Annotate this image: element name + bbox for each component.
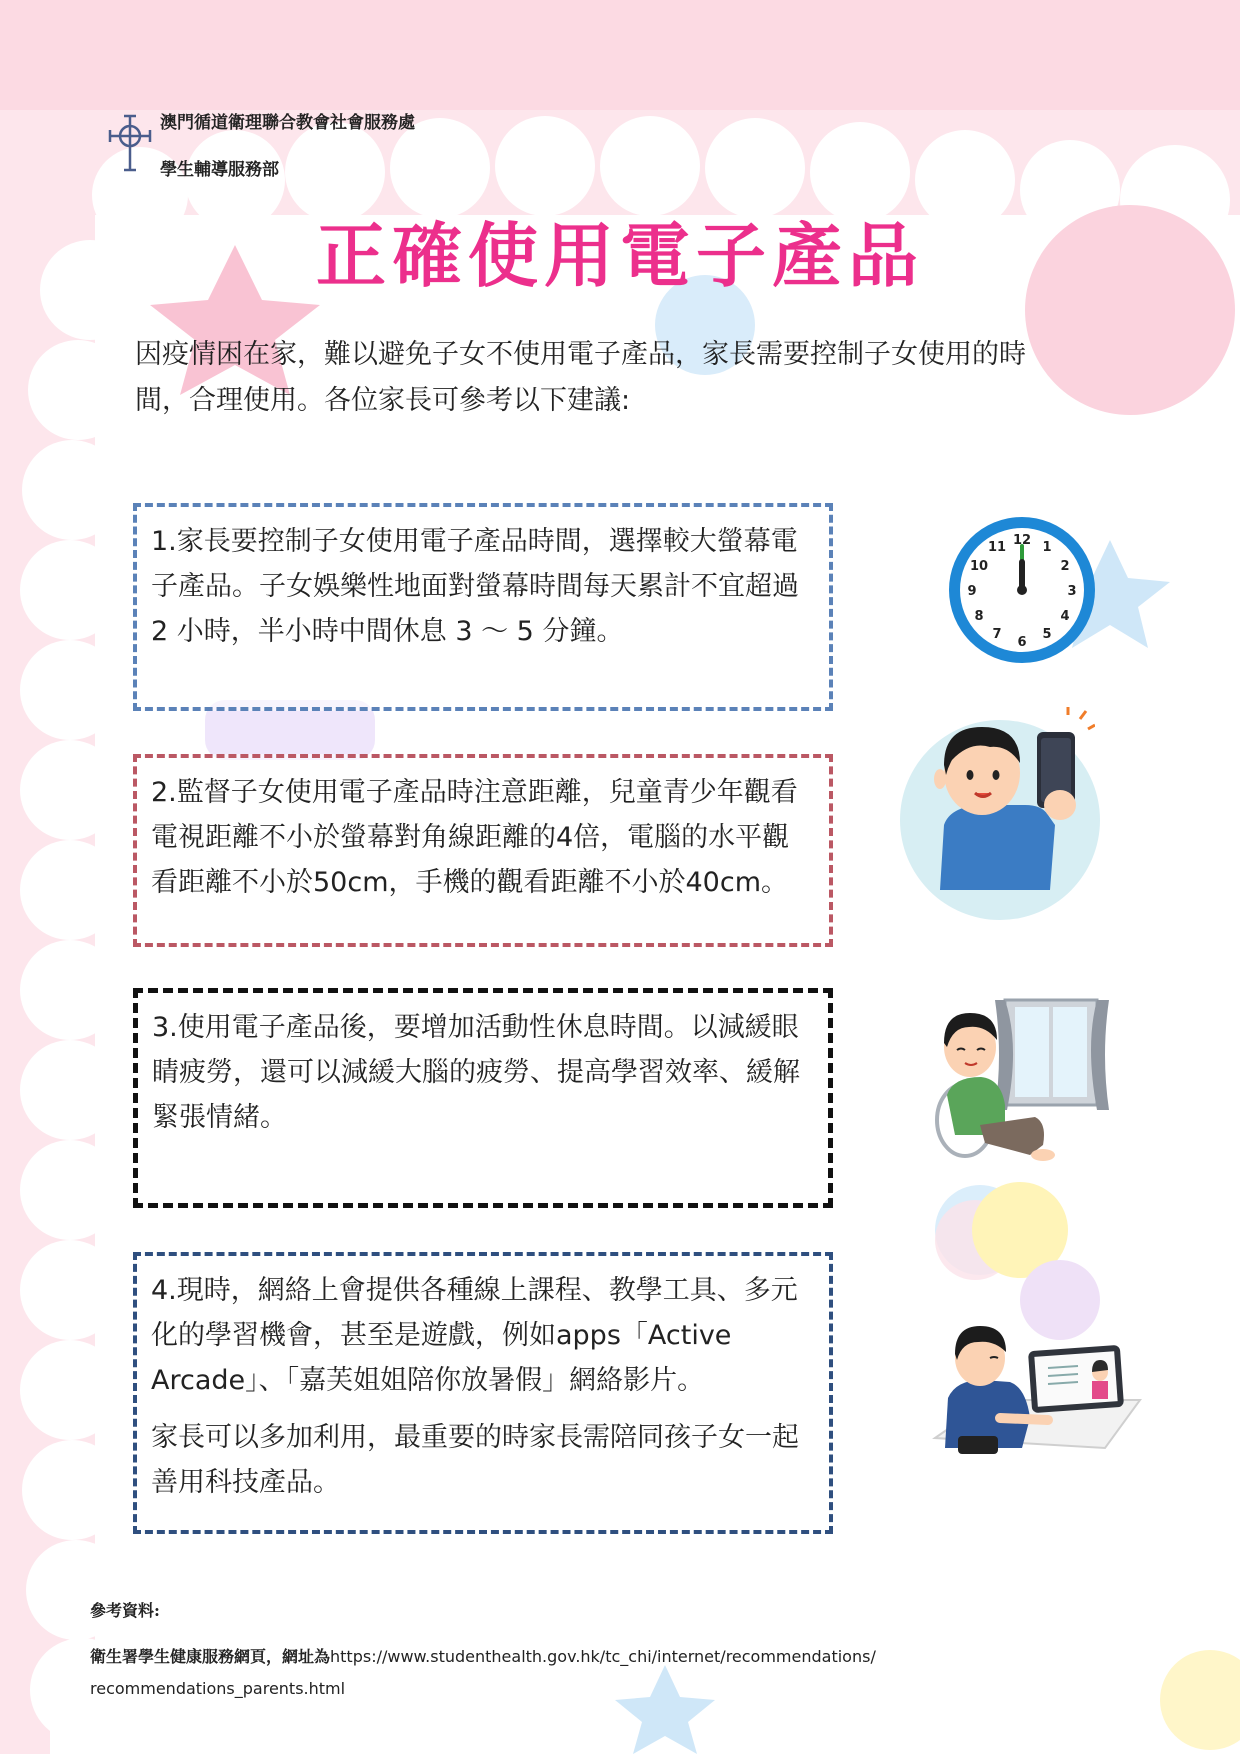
tip-text-1: 1.家長要控制子女使用電子產品時間，選擇較大螢幕電子產品。子女娛樂性地面對螢幕時間每天累計不宜超過 2 小時，半小時中間休息 3 ～ 5 分鐘。: [151, 526, 799, 647]
tip-box-2: [133, 754, 833, 947]
tip-box-3: [133, 988, 833, 1208]
tip-box-4: [133, 1252, 833, 1534]
org-name: 澳門循道衛理聯合教會社會服務處: [160, 113, 415, 133]
clock-num-5: 5: [1042, 627, 1052, 642]
clock-num-12: 12: [1012, 533, 1032, 548]
cross-logo-icon: [104, 112, 156, 174]
clock-num-10: 10: [969, 559, 989, 574]
reference-label: 參考資料:: [90, 1601, 160, 1620]
clock-num-6: 6: [1017, 635, 1027, 650]
clock-num-4: 4: [1060, 609, 1070, 624]
clock-num-8: 8: [974, 609, 984, 624]
clock-num-11: 11: [987, 540, 1007, 555]
phone-boy-icon: [930, 705, 1095, 890]
tip-text-3: 3.使用電子產品後，要增加活動性休息時間。以減緩眼睛疲勞，還可以減緩大腦的疲勞、提高學習效率、緩解緊張情緒。: [152, 1012, 800, 1133]
tip-text-2: 2.監督子女使用電子產品時注意距離，兒童青少年觀看電視距離不小於螢幕對角線距離的4倍，電腦的水平觀看距離不小於50cm，手機的觀看距離不小於40cm。: [151, 777, 798, 898]
tip-text-4-note: 家長可以多加利用，最重要的時家長需陪同孩子女一起善用科技產品。: [151, 1422, 799, 1498]
clock-icon: [945, 510, 1100, 670]
tablet-study-icon: [930, 1318, 1145, 1458]
tip-box-1: [133, 503, 833, 711]
clock-num-2: 2: [1060, 559, 1070, 574]
tip-text-4: 4.現時，網絡上會提供各種線上課程、教學工具、多元化的學習機會，甚至是遊戲，例如apps「Active Arcade」、「嘉芙姐姐陪你放暑假」網絡影片。: [151, 1275, 798, 1396]
clock-num-3: 3: [1067, 584, 1077, 599]
clock-num-7: 7: [992, 627, 1002, 642]
clock-num-9: 9: [967, 584, 977, 599]
reference-link-cont[interactable]: recommendations_parents.html: [90, 1679, 346, 1698]
page-title: 正確使用電子產品: [316, 215, 924, 297]
department-name: 學生輔導服務部: [160, 160, 279, 180]
clock-num-1: 1: [1042, 540, 1052, 555]
resting-boy-icon: [925, 995, 1120, 1190]
reference-text: [90, 1641, 990, 1705]
reference-source: 衛生署學生健康服務網頁，網址為: [90, 1647, 331, 1666]
reference-link[interactable]: https://www.studenthealth.gov.hk/tc_chi/internet/recommendations/: [330, 1647, 876, 1666]
intro-paragraph: 因疫情困在家，難以避免子女不使用電子產品，家長需要控制子女使用的時間，合理使用。各位家長可參考以下建議:: [135, 339, 1026, 416]
